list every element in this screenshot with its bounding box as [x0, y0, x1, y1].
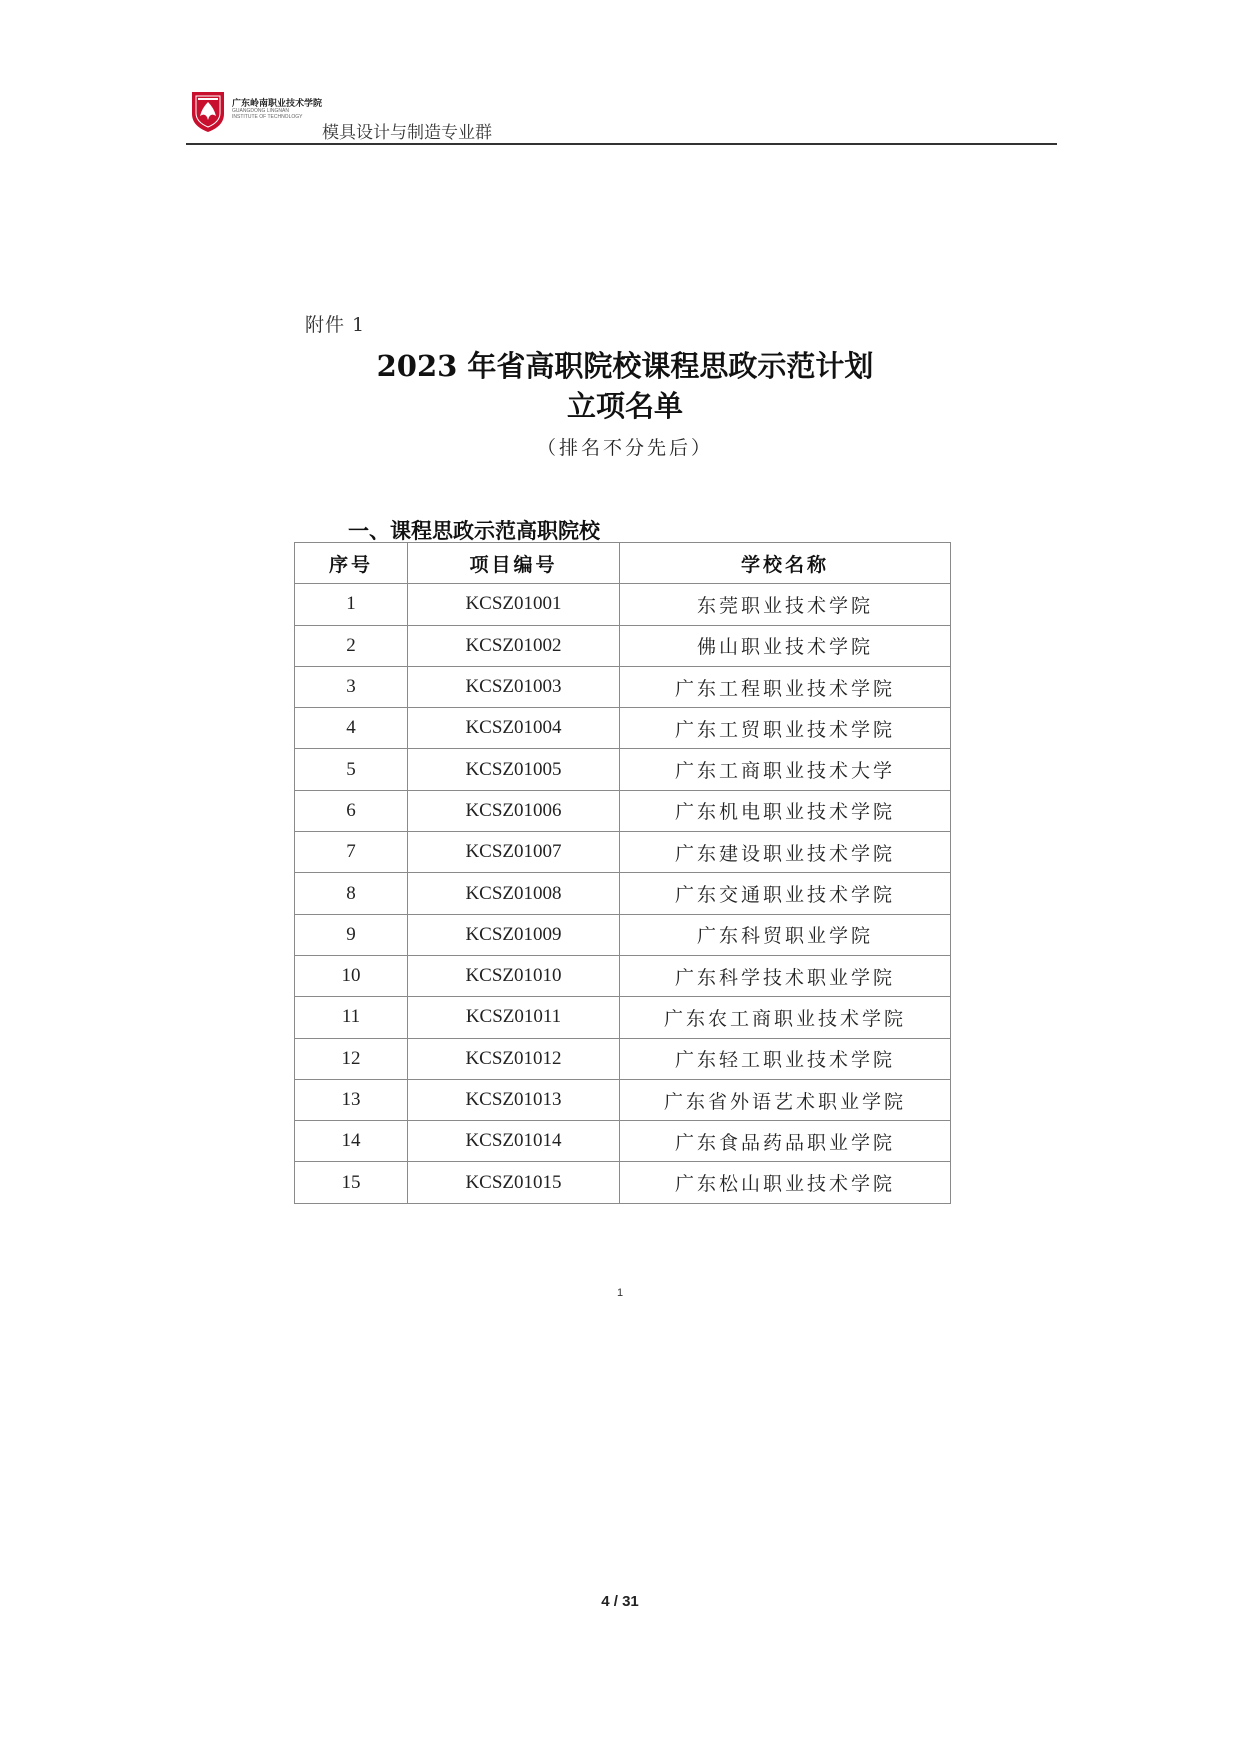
cell-school-name: 广东工商职业技术大学 — [620, 749, 951, 790]
cell-serial: 10 — [295, 955, 408, 996]
cell-school-name: 广东工贸职业技术学院 — [620, 708, 951, 749]
table-row — [295, 1121, 951, 1162]
cell-project-code: KCSZ01011 — [408, 997, 620, 1038]
cell-serial: 3 — [295, 666, 408, 707]
table-row — [295, 1162, 951, 1203]
cell-serial: 11 — [295, 997, 408, 1038]
cell-school-name: 广东交通职业技术学院 — [620, 873, 951, 914]
section-heading: 一、课程思政示范高职院校 — [348, 519, 600, 543]
table-row — [295, 625, 951, 666]
header-project-code: 项目编号 — [408, 543, 620, 584]
cell-serial: 6 — [295, 790, 408, 831]
cell-school-name: 广东食品药品职业学院 — [620, 1121, 951, 1162]
cell-serial: 15 — [295, 1162, 408, 1203]
cell-school-name: 广东工程职业技术学院 — [620, 666, 951, 707]
cell-project-code: KCSZ01012 — [408, 1038, 620, 1079]
document-title-line2: 立项名单 — [566, 389, 683, 423]
cell-project-code: KCSZ01014 — [408, 1121, 620, 1162]
header-school-name: 学校名称 — [620, 543, 951, 584]
table-row — [295, 790, 951, 831]
table-header-row — [295, 543, 951, 584]
cell-project-code: KCSZ01002 — [408, 625, 620, 666]
page-counter: 4 / 31 — [601, 1593, 639, 1610]
cell-serial: 14 — [295, 1121, 408, 1162]
cell-project-code: KCSZ01009 — [408, 914, 620, 955]
header-serial: 序号 — [295, 543, 408, 584]
cell-school-name: 广东松山职业技术学院 — [620, 1162, 951, 1203]
cell-school-name: 广东省外语艺术职业学院 — [620, 1079, 951, 1120]
table-row — [295, 708, 951, 749]
cell-serial: 7 — [295, 832, 408, 873]
table-row — [295, 873, 951, 914]
cell-project-code: KCSZ01006 — [408, 790, 620, 831]
cell-serial: 13 — [295, 1079, 408, 1120]
document-title-line1: 2023 年省高职院校课程思政示范计划 — [376, 349, 874, 383]
cell-school-name: 广东科贸职业学院 — [620, 914, 951, 955]
cell-serial: 8 — [295, 873, 408, 914]
table-row — [295, 955, 951, 996]
cell-project-code: KCSZ01008 — [408, 873, 620, 914]
cell-school-name: 广东建设职业技术学院 — [620, 832, 951, 873]
cell-school-name: 广东农工商职业技术学院 — [620, 997, 951, 1038]
table-row — [295, 1079, 951, 1120]
cell-serial: 9 — [295, 914, 408, 955]
cell-serial: 1 — [295, 584, 408, 625]
cell-project-code: KCSZ01001 — [408, 584, 620, 625]
table-row — [295, 997, 951, 1038]
cell-project-code: KCSZ01007 — [408, 832, 620, 873]
cell-serial: 12 — [295, 1038, 408, 1079]
school-name-en-line1: GUANGDONG LINGNAN — [232, 108, 289, 114]
table-row — [295, 666, 951, 707]
cell-serial: 2 — [295, 625, 408, 666]
project-list-table — [294, 542, 951, 1204]
cell-school-name: 广东机电职业技术学院 — [620, 790, 951, 831]
header-divider — [186, 143, 1057, 145]
cell-school-name: 东莞职业技术学院 — [620, 584, 951, 625]
table-row — [295, 914, 951, 955]
table-row — [295, 1038, 951, 1079]
school-name-en-line2: INSTITUTE OF TECHNOLOGY — [232, 114, 303, 120]
attachment-label: 附件 1 — [305, 314, 366, 336]
cell-serial: 4 — [295, 708, 408, 749]
cell-project-code: KCSZ01005 — [408, 749, 620, 790]
cell-project-code: KCSZ01004 — [408, 708, 620, 749]
table-row — [295, 832, 951, 873]
page-number: 1 — [616, 1287, 624, 1299]
cell-project-code: KCSZ01010 — [408, 955, 620, 996]
cell-project-code: KCSZ01013 — [408, 1079, 620, 1120]
table-row — [295, 584, 951, 625]
cell-school-name: 佛山职业技术学院 — [620, 625, 951, 666]
cell-project-code: KCSZ01003 — [408, 666, 620, 707]
program-group-title: 模具设计与制造专业群 — [322, 123, 492, 143]
cell-school-name: 广东轻工职业技术学院 — [620, 1038, 951, 1079]
cell-project-code: KCSZ01015 — [408, 1162, 620, 1203]
school-logo-icon — [190, 90, 226, 134]
school-name-cn: 广东岭南职业技术学院 — [232, 99, 323, 109]
cell-serial: 5 — [295, 749, 408, 790]
document-subtitle: （排名不分先后） — [536, 437, 713, 459]
table-row — [295, 749, 951, 790]
school-name-en — [232, 108, 302, 120]
cell-school-name: 广东科学技术职业学院 — [620, 955, 951, 996]
